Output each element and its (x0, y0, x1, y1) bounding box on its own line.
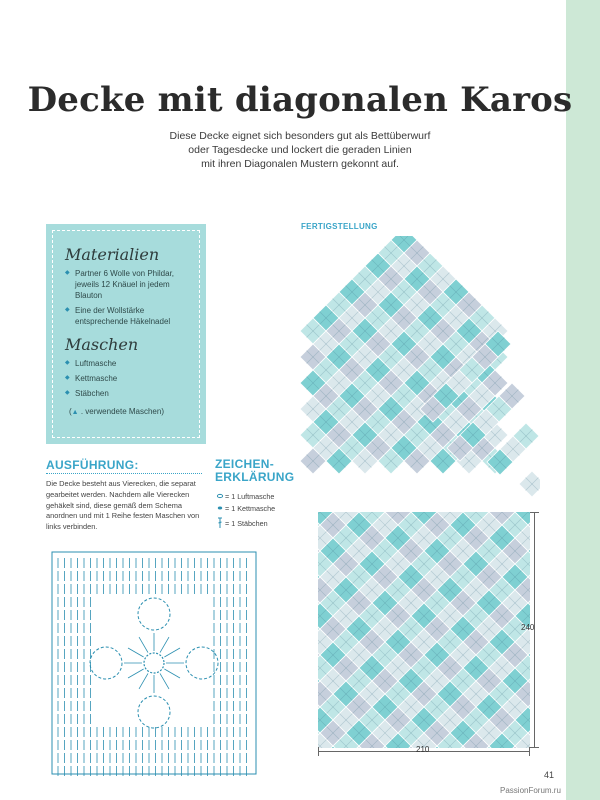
chart-radial-stitch (139, 673, 148, 689)
intro-line: oder Tagesdecke und lockert die geraden Linien (188, 144, 412, 156)
intro-line: mit ihren Diagonalen Mustern gekonnt auf. (201, 158, 399, 170)
chart-outer-border (52, 552, 256, 774)
intro-text (140, 129, 460, 171)
page-number: 41 (544, 770, 555, 780)
stitches-note: (▲ . verwendete Maschen) (69, 407, 164, 416)
blanket-grid (318, 512, 530, 748)
materials-item: ◆ Partner 6 Wolle von Phildar, jeweils 12 Knäuel in jedem Blauton (65, 268, 191, 301)
chart-radial-stitch (139, 637, 148, 653)
chart-stitch-grid (58, 558, 247, 776)
page-title: Decke mit diagonalen Karos (27, 80, 573, 120)
materials-list (65, 268, 191, 327)
chart-radial-stitch (128, 648, 144, 657)
legend-row (215, 517, 315, 529)
chart-radial-stitch (164, 648, 180, 657)
chart-petal (186, 647, 218, 679)
legend-label: = 1 Luftmasche (225, 491, 275, 501)
assembled-blanket-diagram (318, 512, 530, 748)
legend-label: = 1 Kettmasche (225, 503, 276, 513)
instructions-text: Die Decke besteht aus Vierecken, die separat gearbeitet werden. Nachdem alle Vierecken gehäkelt sind, diese gemäß dem Schema anordnen und mit 1 Reihe festen Maschen von links verbinden. (46, 479, 200, 532)
chart-radial-stitch (128, 669, 144, 678)
materials-item: ◆ Eine der Wollstärke entsprechende Häkelnadel (65, 305, 191, 327)
instructions-heading: AUSFÜHRUNG: (46, 458, 139, 472)
chart-radial-stitch (160, 637, 169, 653)
chart-center-ring (144, 653, 164, 673)
finishing-heading: FERTIGSTELLUNG (301, 222, 378, 231)
height-dimension-label: 240 (521, 623, 535, 632)
stitches-list (65, 358, 191, 399)
chart-petal (90, 647, 122, 679)
stitches-heading: Maschen (65, 335, 139, 354)
chart-radial-stitch (164, 669, 180, 678)
legend-heading-line: ZEICHEN- (215, 457, 275, 471)
triangle-icon: ▲ (71, 409, 79, 416)
intro-line: Diese Decke eignet sich besonders gut als Bettüberwurf (169, 130, 431, 142)
width-dimension-tick (318, 747, 319, 756)
blanket-square (519, 471, 540, 497)
width-dimension-label: 210 (416, 745, 430, 754)
watermark: PassionForum.ru (500, 786, 561, 795)
chart-petal (138, 598, 170, 630)
height-dimension-tick (530, 512, 539, 513)
materials-box (46, 224, 206, 444)
instructions-divider (46, 473, 202, 474)
height-dimension-tick (530, 747, 539, 748)
dot-icon (215, 504, 225, 512)
chart-radial-stitch (160, 673, 169, 689)
stitch-item: ◆ Stäbchen (65, 388, 191, 399)
stitch-item: ◆ Kettmasche (65, 373, 191, 384)
stitches-note-text: . verwendete Maschen) (80, 407, 164, 416)
side-band (566, 0, 600, 800)
assembly-diagram-top (300, 236, 540, 506)
oval-icon (215, 492, 225, 500)
chart-petal (138, 696, 170, 728)
materials-heading: Materialien (65, 245, 160, 264)
width-dimension-tick (529, 747, 530, 756)
legend-label: = 1 Stäbchen (225, 518, 268, 528)
legend-heading (215, 458, 294, 484)
legend-heading-line: ERKLÄRUNG (215, 470, 295, 484)
treble-icon (215, 517, 225, 529)
stitch-item: ◆ Luftmasche (65, 358, 191, 369)
crochet-chart (44, 546, 264, 782)
